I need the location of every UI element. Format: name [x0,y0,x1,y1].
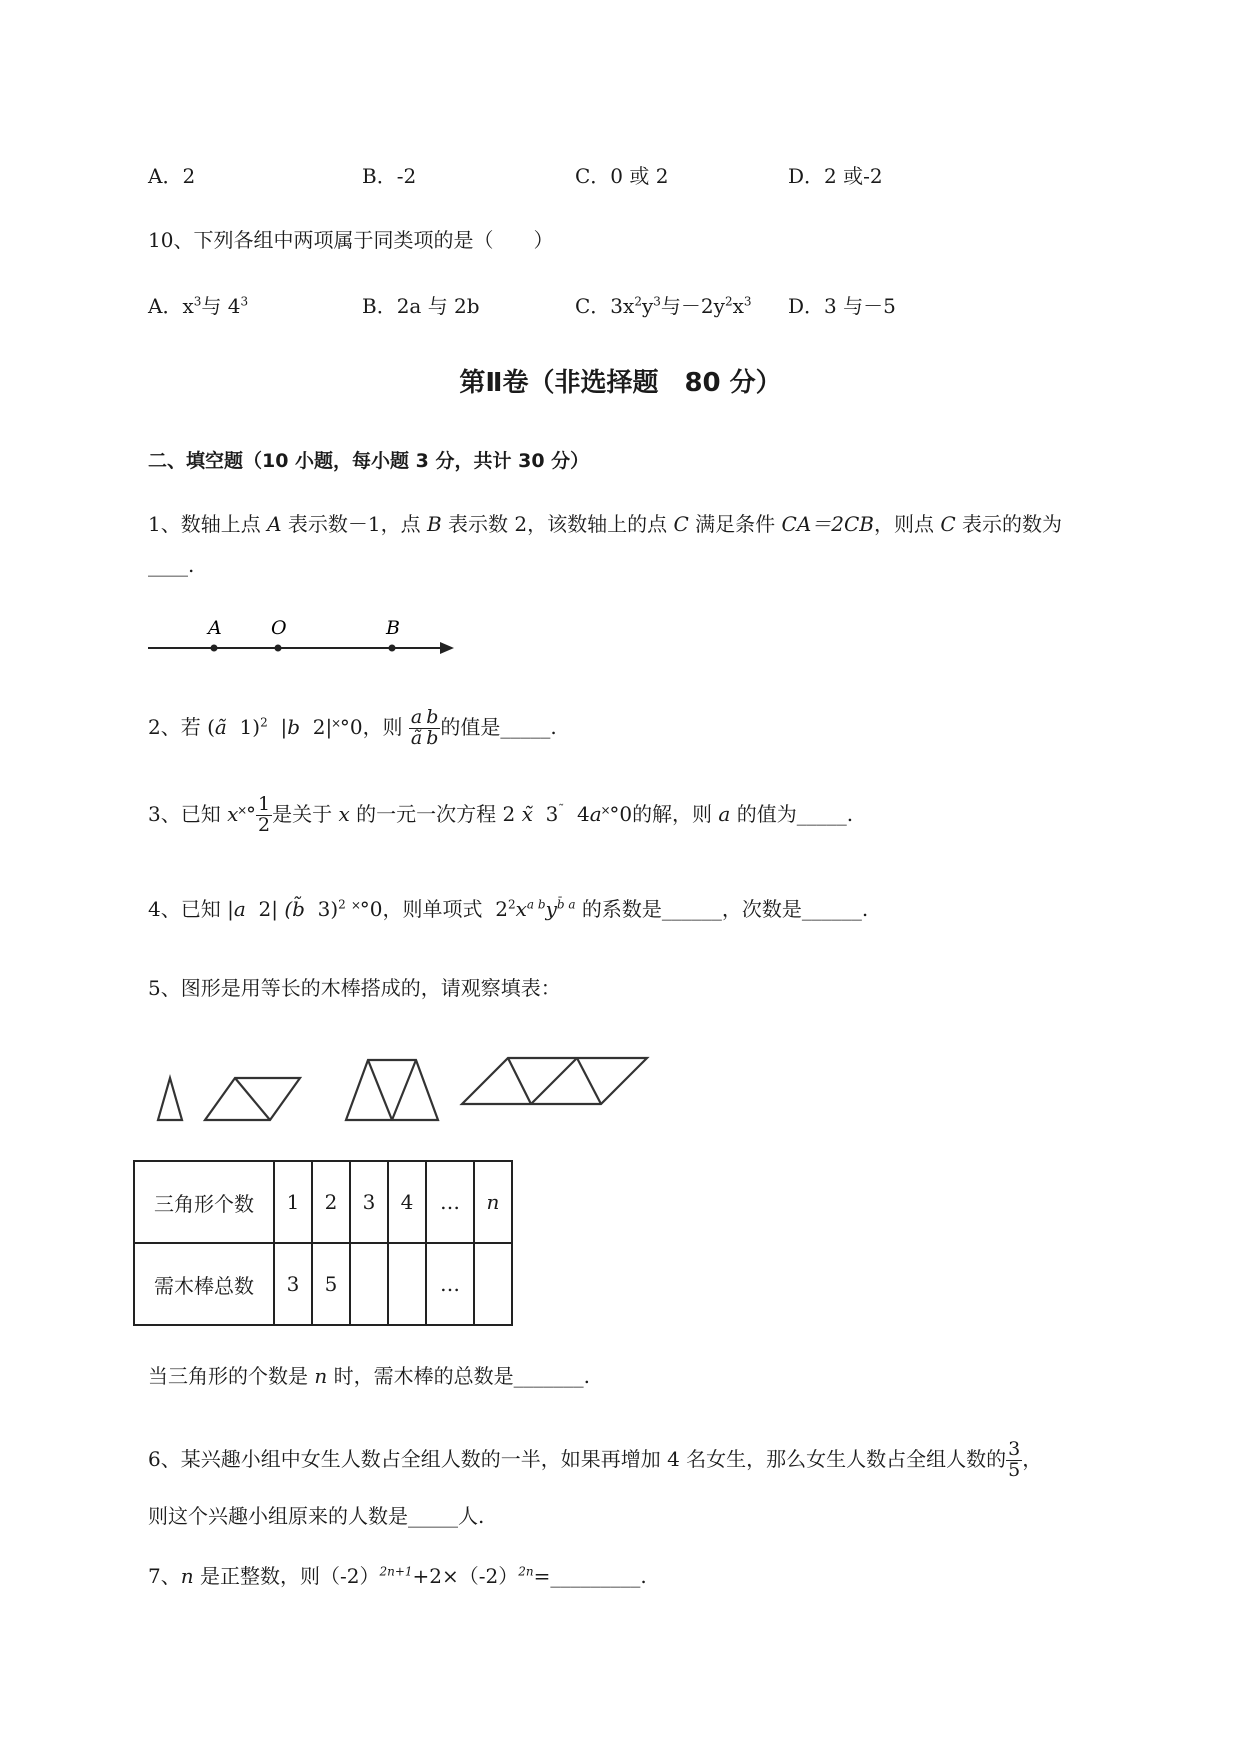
table-cell [388,1243,426,1325]
point-b-dot [389,645,396,652]
point-a-label: A [208,617,222,639]
q5-stem: 5、图形是用等长的木棒搭成的，请观察填表： [148,976,561,1000]
q4-stem: 4、已知 |a 2| (b̃ 3)$^2$ ˟°0，则单项式 $2^2x^{a b}y^{b̄ a}$ 的系数是______，次数是______. [148,897,869,921]
point-o-dot [275,645,282,652]
figure-one-triangle [158,1078,182,1120]
q10-option-b: B．2a 与 2b [362,294,480,318]
table-row [134,1243,512,1325]
part-title: 第Ⅱ卷（非选择题 80 分） [459,368,782,398]
number-line-diagram [140,612,460,662]
point-o-label: O [271,617,287,639]
table-cell: 3 [274,1243,312,1325]
q2-fraction-a: $\frac{a}{ã}$ [410,706,423,749]
q9-option-a: A．2 [148,164,196,188]
table-cell: 需木棒总数 [134,1243,274,1325]
q10-option-c: C．$3x^2y^3$与$-2y^2x^3$ [575,294,752,318]
table-row [134,1161,512,1243]
table-cell [474,1243,512,1325]
q6-fraction: $\frac{3}{5}$ [1008,1438,1021,1481]
sticks-table [133,1160,513,1326]
q10-option-d: D．3 与－5 [788,294,896,318]
q9-option-b: B．-2 [362,164,417,188]
q10-option-a: A．$x^3$与 $4^3$ [148,294,249,318]
table-cell: 2 [312,1161,350,1243]
table-cell: 三角形个数 [134,1161,274,1243]
point-a-dot [211,645,218,652]
table-cell: 3 [350,1161,388,1243]
table-cell: … [426,1161,474,1243]
q1-stem: 1、数轴上点 A 表示数－1，点 B 表示数 2，该数轴上的点 C 满足条件 CA＝2CB，则点 C 表示的数为 [148,512,1063,536]
table-cell: … [426,1243,474,1325]
q6-line-1: 6、某兴趣小组中女生人数占全组人数的一半，如果再增加 4 名女生，那么女生人数占全组人数的 $\frac{3}{5}$ ， [148,1438,1043,1481]
point-b-label: B [386,617,400,639]
section-title: 二、填空题（10 小题，每小题 3 分，共计 30 分） [148,450,590,472]
q9-option-c: C．0 或 2 [575,164,669,188]
number-line-arrow [440,642,454,654]
q6-line-2: 则这个兴趣小组原来的人数是_____人. [148,1504,485,1528]
table-cell: n [474,1161,512,1243]
q10-stem: 10、下列各组中两项属于同类项的是（ ） [148,228,554,252]
table-cell: 4 [388,1161,426,1243]
triangle-sticks-figure [140,1048,660,1128]
table-cell: 1 [274,1161,312,1243]
q2-stem: 2、若 (ã 1)$^2$ |b 2|˟°0，则 $\frac{a}{ã}$ $\frac{b}{b}$ 的值是_____. [148,706,557,749]
table-cell [350,1243,388,1325]
q9-option-d: D．2 或-2 [788,164,883,188]
q7-stem: 7、n 是正整数，则$(-2)^{2n+1}+2\times(-2)^{2n}=\_\_\_\_\_\_\_\_\_$. [148,1564,647,1588]
figure-three-triangles [346,1060,438,1120]
q5-follow-up: 当三角形的个数是 n 时，需木棒的总数是_______. [148,1364,590,1388]
q1-blank: ____. [148,553,195,577]
q3-fraction: $\frac{1}{2}$ [258,793,271,836]
q3-stem: 3、已知 x˟° $\frac{1}{2}$ 是关于 x 的一元一次方程 2 x̃ 3˜ 4a˟°0的解，则 a 的值为_____. [148,793,854,836]
table-cell: 5 [312,1243,350,1325]
q2-fraction-b: $\frac{b}{b}$ [426,706,439,749]
